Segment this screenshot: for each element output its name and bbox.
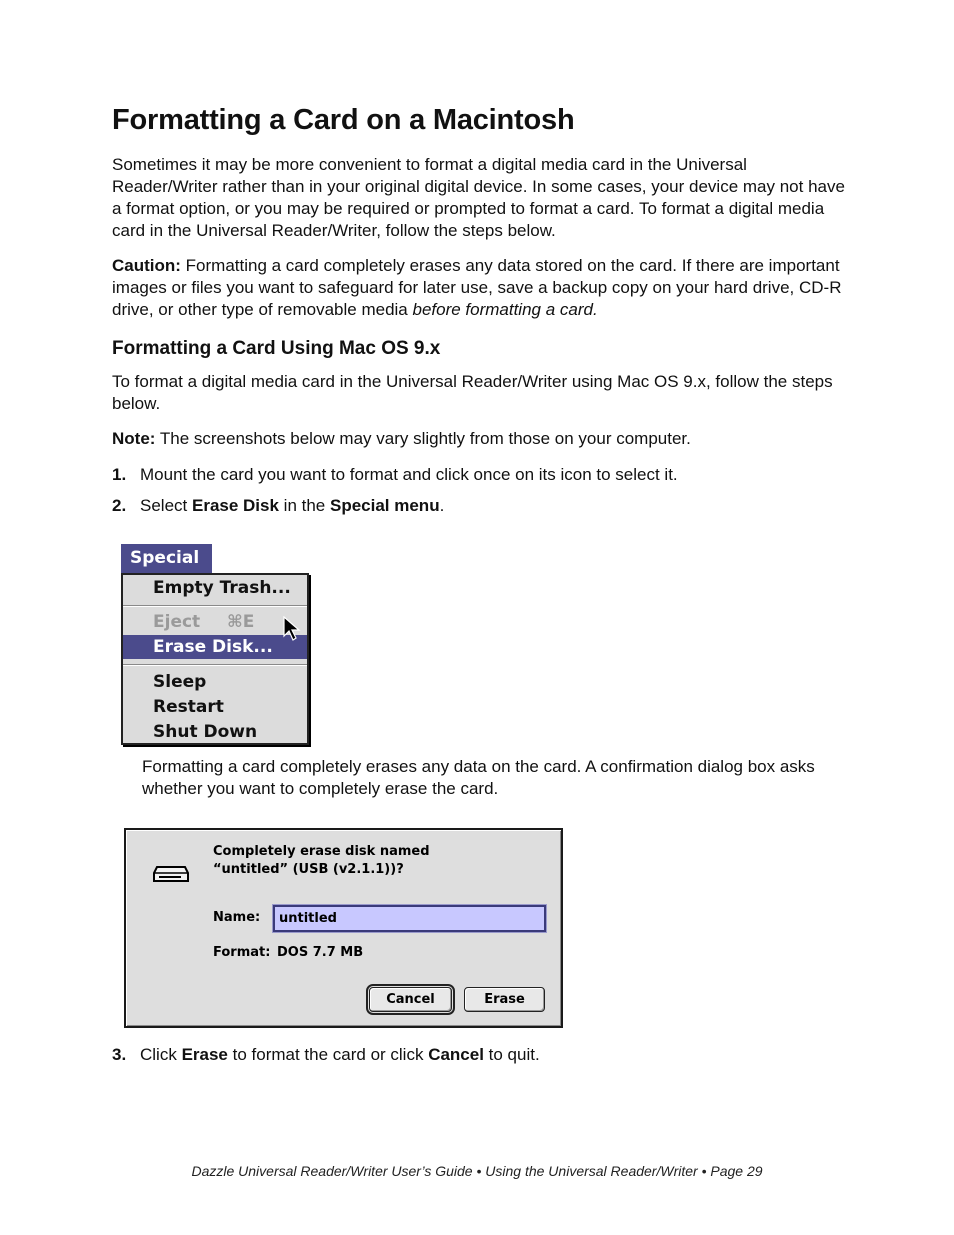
caution-text: Formatting a card completely erases any data stored on the card. If there are important images or files you want to safeguard for later use, save a backup copy on your hard drive, CD-R drive, or other type of removable media [112, 256, 842, 319]
special-menu [121, 573, 309, 745]
step-bold-term: Cancel [428, 1045, 484, 1064]
step-bold-term: Erase [181, 1045, 228, 1064]
step-text: to quit. [483, 1045, 540, 1064]
dialog-message-line: “untitled” (USB (v2.1.1))? [213, 862, 404, 877]
name-label: Name: [213, 910, 261, 925]
note-paragraph [112, 428, 847, 450]
menu-shortcut: ⌘E [227, 612, 255, 632]
step-number: 3. [112, 1045, 127, 1064]
menu-item-empty-trash[interactable]: Empty Trash... [153, 578, 291, 598]
step-text: Select [140, 496, 192, 515]
page-title: Formatting a Card on a Macintosh [112, 104, 575, 136]
menu-separator [123, 664, 307, 666]
section-heading: Formatting a Card Using Mac OS 9.x [112, 338, 441, 359]
step-number: 1. [112, 465, 127, 484]
format-label: Format: [213, 945, 271, 960]
step-bold-term: Special menu [329, 496, 440, 515]
menu-caption: Formatting a card completely erases any data on the card. A confirmation dialog box asks whether you want to completely erase the card. [142, 757, 815, 798]
caution-paragraph [112, 255, 847, 321]
caution-emphasis: before formatting a card. [412, 300, 598, 319]
erase-button[interactable]: Erase [464, 987, 545, 1012]
dialog-message-line: Completely erase disk named [213, 844, 430, 859]
cancel-button[interactable]: Cancel [369, 987, 452, 1012]
step-text: in the [278, 496, 330, 515]
intro-paragraph: Sometimes it may be more convenient to format a digital media card in the Universal Reader/Writer rather than in your original digital device. In some cases, your device may not have a format option, or you may be required or prompted to format a card. To format a digital media card in the Universal Reader/Writer, follow the steps below. [112, 155, 845, 240]
note-text: The screenshots below may vary slightly from those on your computer. [155, 429, 691, 448]
dialog-message [213, 843, 533, 879]
special-menu-screenshot [121, 544, 309, 745]
step-3 [112, 1044, 540, 1066]
note-label: Note: [112, 429, 156, 448]
arrow-cursor-icon [283, 616, 301, 642]
section-intro: To format a digital media card in the Universal Reader/Writer using Mac OS 9.x, follow the steps below. [112, 372, 833, 413]
step-bold-term: Erase Disk [191, 496, 279, 515]
menu-title-special[interactable]: Special [121, 544, 212, 573]
disk-name-input[interactable] [273, 905, 546, 932]
step-text: Mount the card you want to format and click once on its icon to select it. [140, 465, 678, 484]
step-2 [112, 495, 444, 517]
menu-item-label: Eject [153, 612, 201, 632]
menu-separator [123, 605, 307, 607]
step-number: 2. [112, 496, 127, 515]
removable-disk-icon [152, 864, 190, 884]
menu-item-erase-disk[interactable]: Erase Disk... [123, 635, 307, 659]
menu-item-restart[interactable]: Restart [153, 697, 224, 717]
step-text: Click [140, 1045, 182, 1064]
step-text: . [439, 496, 445, 515]
erase-disk-dialog [124, 828, 563, 1028]
menu-item-eject [123, 610, 307, 634]
step-text: to format the card or click [227, 1045, 429, 1064]
caution-label: Caution: [112, 256, 181, 275]
page-footer: Dazzle Universal Reader/Writer User’s Guide • Using the Universal Reader/Writer • Page 29 [191, 1163, 763, 1179]
format-value: DOS 7.7 MB [277, 945, 364, 960]
step-1 [112, 464, 678, 486]
menu-item-sleep[interactable]: Sleep [153, 672, 207, 692]
menu-item-shut-down[interactable]: Shut Down [153, 722, 258, 742]
